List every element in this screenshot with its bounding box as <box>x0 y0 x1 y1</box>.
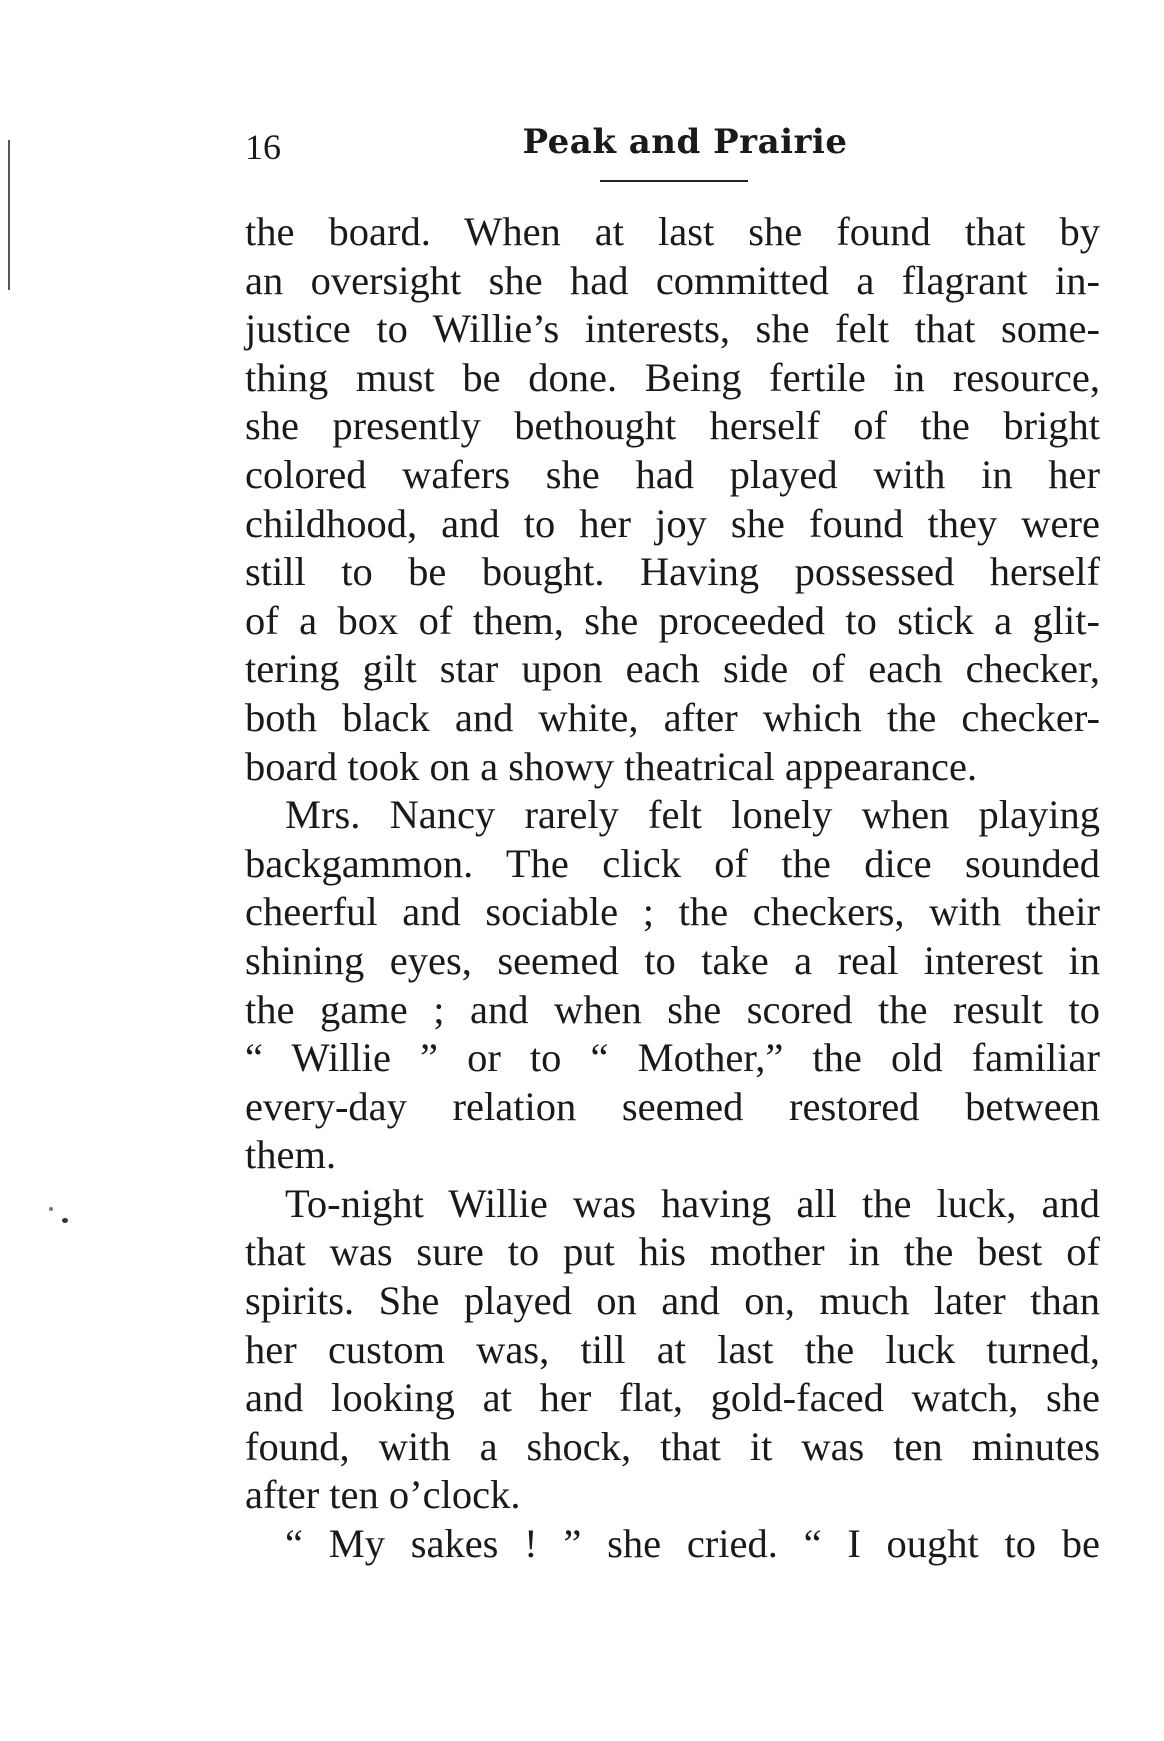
text-line: that was sure to put his mother in the best of <box>245 1229 1100 1275</box>
text-line: found, with a shock, that it was ten minutes <box>245 1423 1100 1469</box>
text-line: an oversight she had committed a flagrant in- <box>245 257 1100 303</box>
text-line: childhood, and to her joy she found they were <box>245 500 1100 546</box>
text-line: backgammon. The click of the dice sounded <box>245 840 1100 886</box>
text-line: she presently bethought herself of the bright <box>245 403 1100 449</box>
text-line: the game ; and when she scored the result to <box>245 986 1100 1032</box>
text-line: still to be bought. Having possessed herself <box>245 549 1100 595</box>
text-line: of a box of them, she proceeded to stick a glit- <box>245 597 1100 643</box>
text-line: justice to Willie’s interests, she felt that some- <box>245 306 1100 352</box>
text-line: her custom was, till at last the luck turned, <box>245 1326 1100 1372</box>
running-title: Peak and Prairie <box>522 122 848 162</box>
text-line: “ My sakes ! ” she cried. “ I ought to be <box>285 1521 1100 1567</box>
body-text <box>245 208 1100 1569</box>
text-line: Mrs. Nancy rarely felt lonely when playing <box>285 792 1100 838</box>
header-rule <box>600 180 748 182</box>
text-line: “ Willie ” or to “ Mother,” the old familiar <box>245 1035 1100 1081</box>
text-line: cheerful and sociable ; the checkers, with their <box>245 889 1100 935</box>
text-line: spirits. She played on and on, much later than <box>245 1278 1100 1324</box>
text-line: every-day relation seemed restored between <box>245 1083 1100 1129</box>
text-line: shining eyes, seemed to take a real interest in <box>245 937 1100 983</box>
text-line: tering gilt star upon each side of each checker, <box>245 646 1100 692</box>
text-line: both black and white, after which the checker- <box>245 694 1100 740</box>
text-line: after ten o’clock. <box>245 1472 521 1518</box>
text-line: board took on a showy theatrical appearance. <box>245 743 978 789</box>
scan-speck <box>62 1218 68 1223</box>
page-number: 16 <box>245 127 281 167</box>
text-line: the board. When at last she found that by <box>245 209 1100 254</box>
text-line: and looking at her flat, gold-faced watch, she <box>245 1375 1100 1421</box>
text-line: thing must be done. Being fertile in resource, <box>245 354 1100 400</box>
scan-speck <box>49 1207 53 1211</box>
left-edge-mark <box>8 140 10 290</box>
page-header <box>245 122 1100 176</box>
text-line: them. <box>245 1132 337 1178</box>
text-line: To-night Willie was having all the luck, and <box>285 1180 1100 1226</box>
text-line: colored wafers she had played with in her <box>245 451 1100 497</box>
